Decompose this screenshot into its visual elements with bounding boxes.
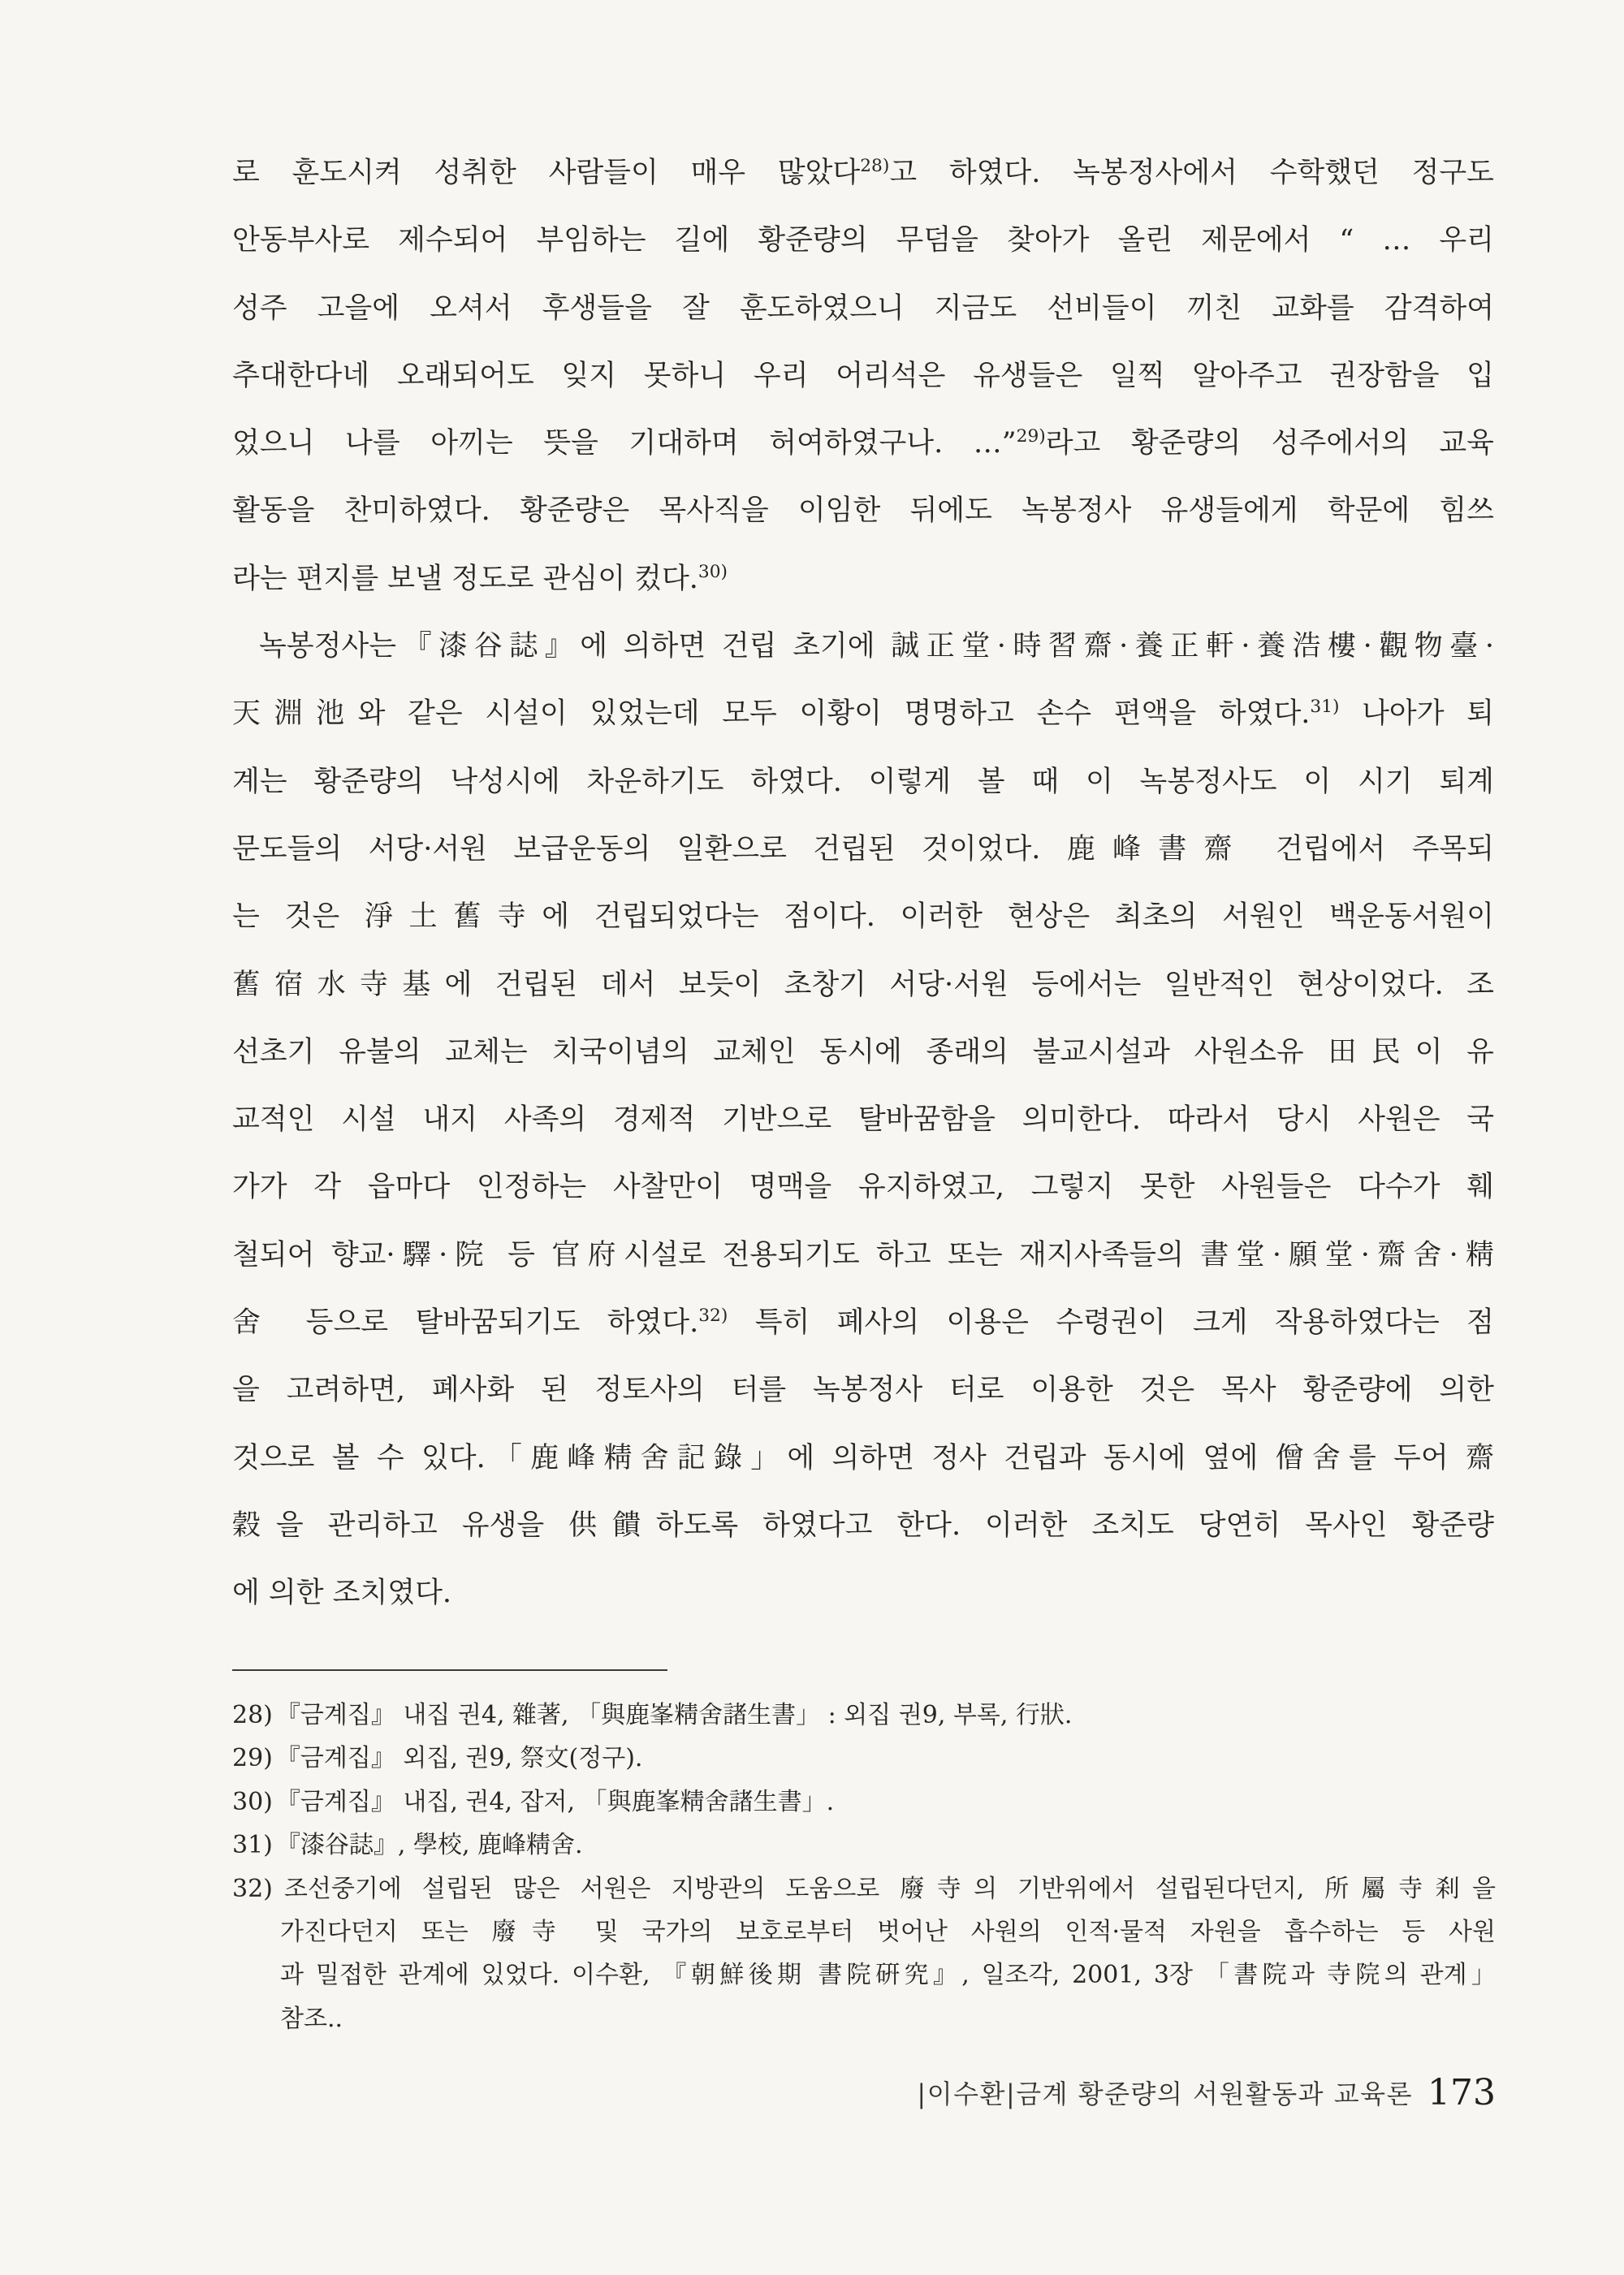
text-line: 안동부사로 제수되어 부임하는 길에 황준량의 무덤을 찾아가 올린 제문에서 “ … 우리 [232,224,1494,257]
page-number: 173 [1427,2071,1496,2113]
footnote [232,1867,1496,1910]
footnote-text: 『금계집』 외집, 권9, 祭文(정구). [275,1744,643,1773]
footnote [232,1737,1496,1780]
body-text [232,140,1494,1628]
text-line: 舊宿水寺基에 건립된 데서 보듯이 초창기 서당·서원 등에서는 일반적인 현상이었다. 조 [232,968,1494,1001]
footnote-text: 가진다던지 또는 廢寺 및 국가의 보호로부터 벗어난 사원의 인적·물적 자원을 흡수하는 등 사원 [280,1917,1496,1946]
line-text: 天淵池와 같은 시설이 있었는데 모두 이황이 명명하고 손수 편액을 하였다. [232,697,1311,731]
text-line: 활동을 찬미하였다. 황준량은 목사직을 이임한 뒤에도 녹봉정사 유생들에게 학문에 힘쓰 [232,494,1494,528]
line-text: 舍 등으로 탈바꿈되기도 하였다. [232,1306,699,1340]
text-line: 철되어 향교·驛·院 등 官府시설로 전용되기도 하고 또는 재지사족들의 書堂·願堂·齋舍·精 [232,1238,1494,1271]
footnote-number: 32) [232,1874,273,1903]
footnote-number: 31) [232,1831,273,1860]
text-line: 선초기 유불의 교체는 치국이념의 교체인 동시에 종래의 불교시설과 사원소유 田民이 유 [232,1035,1494,1068]
running-head: |이수환|금계 황준량의 서원활동과 교육론 [917,2079,1414,2109]
text-line: 문도들의 서당·서원 보급운동의 일환으로 건립된 것이었다. 鹿峰書齋 건립에서 주목되 [232,832,1494,866]
footnote-text: 『금계집』 내집, 권4, 잡저, 「與鹿峯精舍諸生書」. [275,1787,835,1816]
text-line [232,546,1494,613]
footnote-ref: 29) [1016,426,1046,447]
footnote-text: 조선중기에 설립된 많은 서원은 지방관의 도움으로 廢寺의 기반위에서 설립된다던지, 所屬寺刹을 [283,1874,1496,1903]
text-line: 성주 고을에 오셔서 후생들을 잘 훈도하였으니 지금도 선비들이 끼친 교화를 감격하여 [232,291,1494,325]
text-line: 계는 황준량의 낙성시에 차운하기도 하였다. 이렇게 볼 때 이 녹봉정사도 이 시기 퇴계 [232,765,1494,798]
line-text: 라고 황준량의 성주에서의 교육 [1045,427,1494,460]
text-line: 가가 각 읍마다 인정하는 사찰만이 명맥을 유지하였고, 그렇지 못한 사원들은 다수가 훼 [232,1171,1494,1204]
footnote [232,1781,1496,1824]
footnote-number: 30) [232,1787,273,1816]
footnote-rule [232,1669,667,1671]
footnote-number: 28) [232,1701,273,1729]
line-text: 특히 폐사의 이용은 수령권이 크게 작용하였다는 점 [728,1306,1494,1340]
footnotes [232,1694,1496,2040]
footnote-text: 과 밀접한 관계에 있었다. 이수환, 『朝鮮後期 書院硏究』, 일조각, 2001, 3장 「書院과 寺院의 관계」 [280,1961,1496,1990]
text-line: 것으로 볼 수 있다.「鹿峰精舍記錄」에 의하면 정사 건립과 동시에 옆에 僧舍를 두어 齋 [232,1441,1494,1474]
footnote-ref: 30) [698,561,728,582]
footnote-ref: 32) [698,1306,728,1327]
paragraph [232,613,1494,1627]
footnote-text: 참조.. [280,2004,343,2033]
text-line: 穀을 관리하고 유생을 供饋하도록 하였다고 한다. 이러한 조치도 당연히 목사인 황준량 [232,1509,1494,1542]
paragraph [232,140,1494,613]
text-line: 에 의한 조치였다. [232,1577,452,1610]
running-footer [917,2066,1496,2118]
footnote-ref: 28) [860,155,890,176]
footnote-text: 『漆谷誌』, 學校, 鹿峰精舍. [275,1831,583,1860]
line-text: 었으니 나를 아끼는 뜻을 기대하며 허여하였구나. …” [232,427,1017,460]
line-text: 고 하였다. 녹봉정사에서 수학했던 정구도 [889,157,1494,189]
text-line: 교적인 시설 내지 사족의 경제적 기반으로 탈바꿈함을 의미한다. 따라서 당시 사원은 국 [232,1103,1494,1137]
text-line [232,140,1494,207]
text-line: 녹봉정사는『漆谷誌』에 의하면 건립 초기에 誠正堂·時習齋·養正軒·養浩樓·觀物臺· [259,630,1494,663]
text-line: 을 고려하면, 폐사화 된 정토사의 터를 녹봉정사 터로 이용한 것은 목사 황준량에 의한 [232,1374,1494,1407]
text-line: 추대한다네 오래되어도 잊지 못하니 우리 어리석은 유생들은 일찍 알아주고 권장함을 입 [232,359,1494,392]
line-text: 라는 편지를 보낼 정도로 관심이 컸다. [232,562,698,595]
footnote-ref: 31) [1310,697,1340,718]
footnote-number: 29) [232,1744,273,1773]
text-line [232,680,1494,748]
footnote [232,1824,1496,1867]
text-line [232,1289,1494,1357]
footnote-text: 『금계집』 내집 권4, 雜著, 「與鹿峯精舍諸生書」 : 외집 권9, 부록, 行狀. [275,1701,1073,1729]
footnote [232,1694,1496,1737]
text-line [232,410,1494,477]
text-line: 는 것은 淨土舊寺에 건립되었다는 점이다. 이러한 현상은 최초의 서원인 백운동서원이 [232,900,1494,934]
line-text: 로 훈도시켜 성취한 사람들이 매우 많았다 [232,157,861,189]
line-text: 나아가 퇴 [1339,697,1494,731]
